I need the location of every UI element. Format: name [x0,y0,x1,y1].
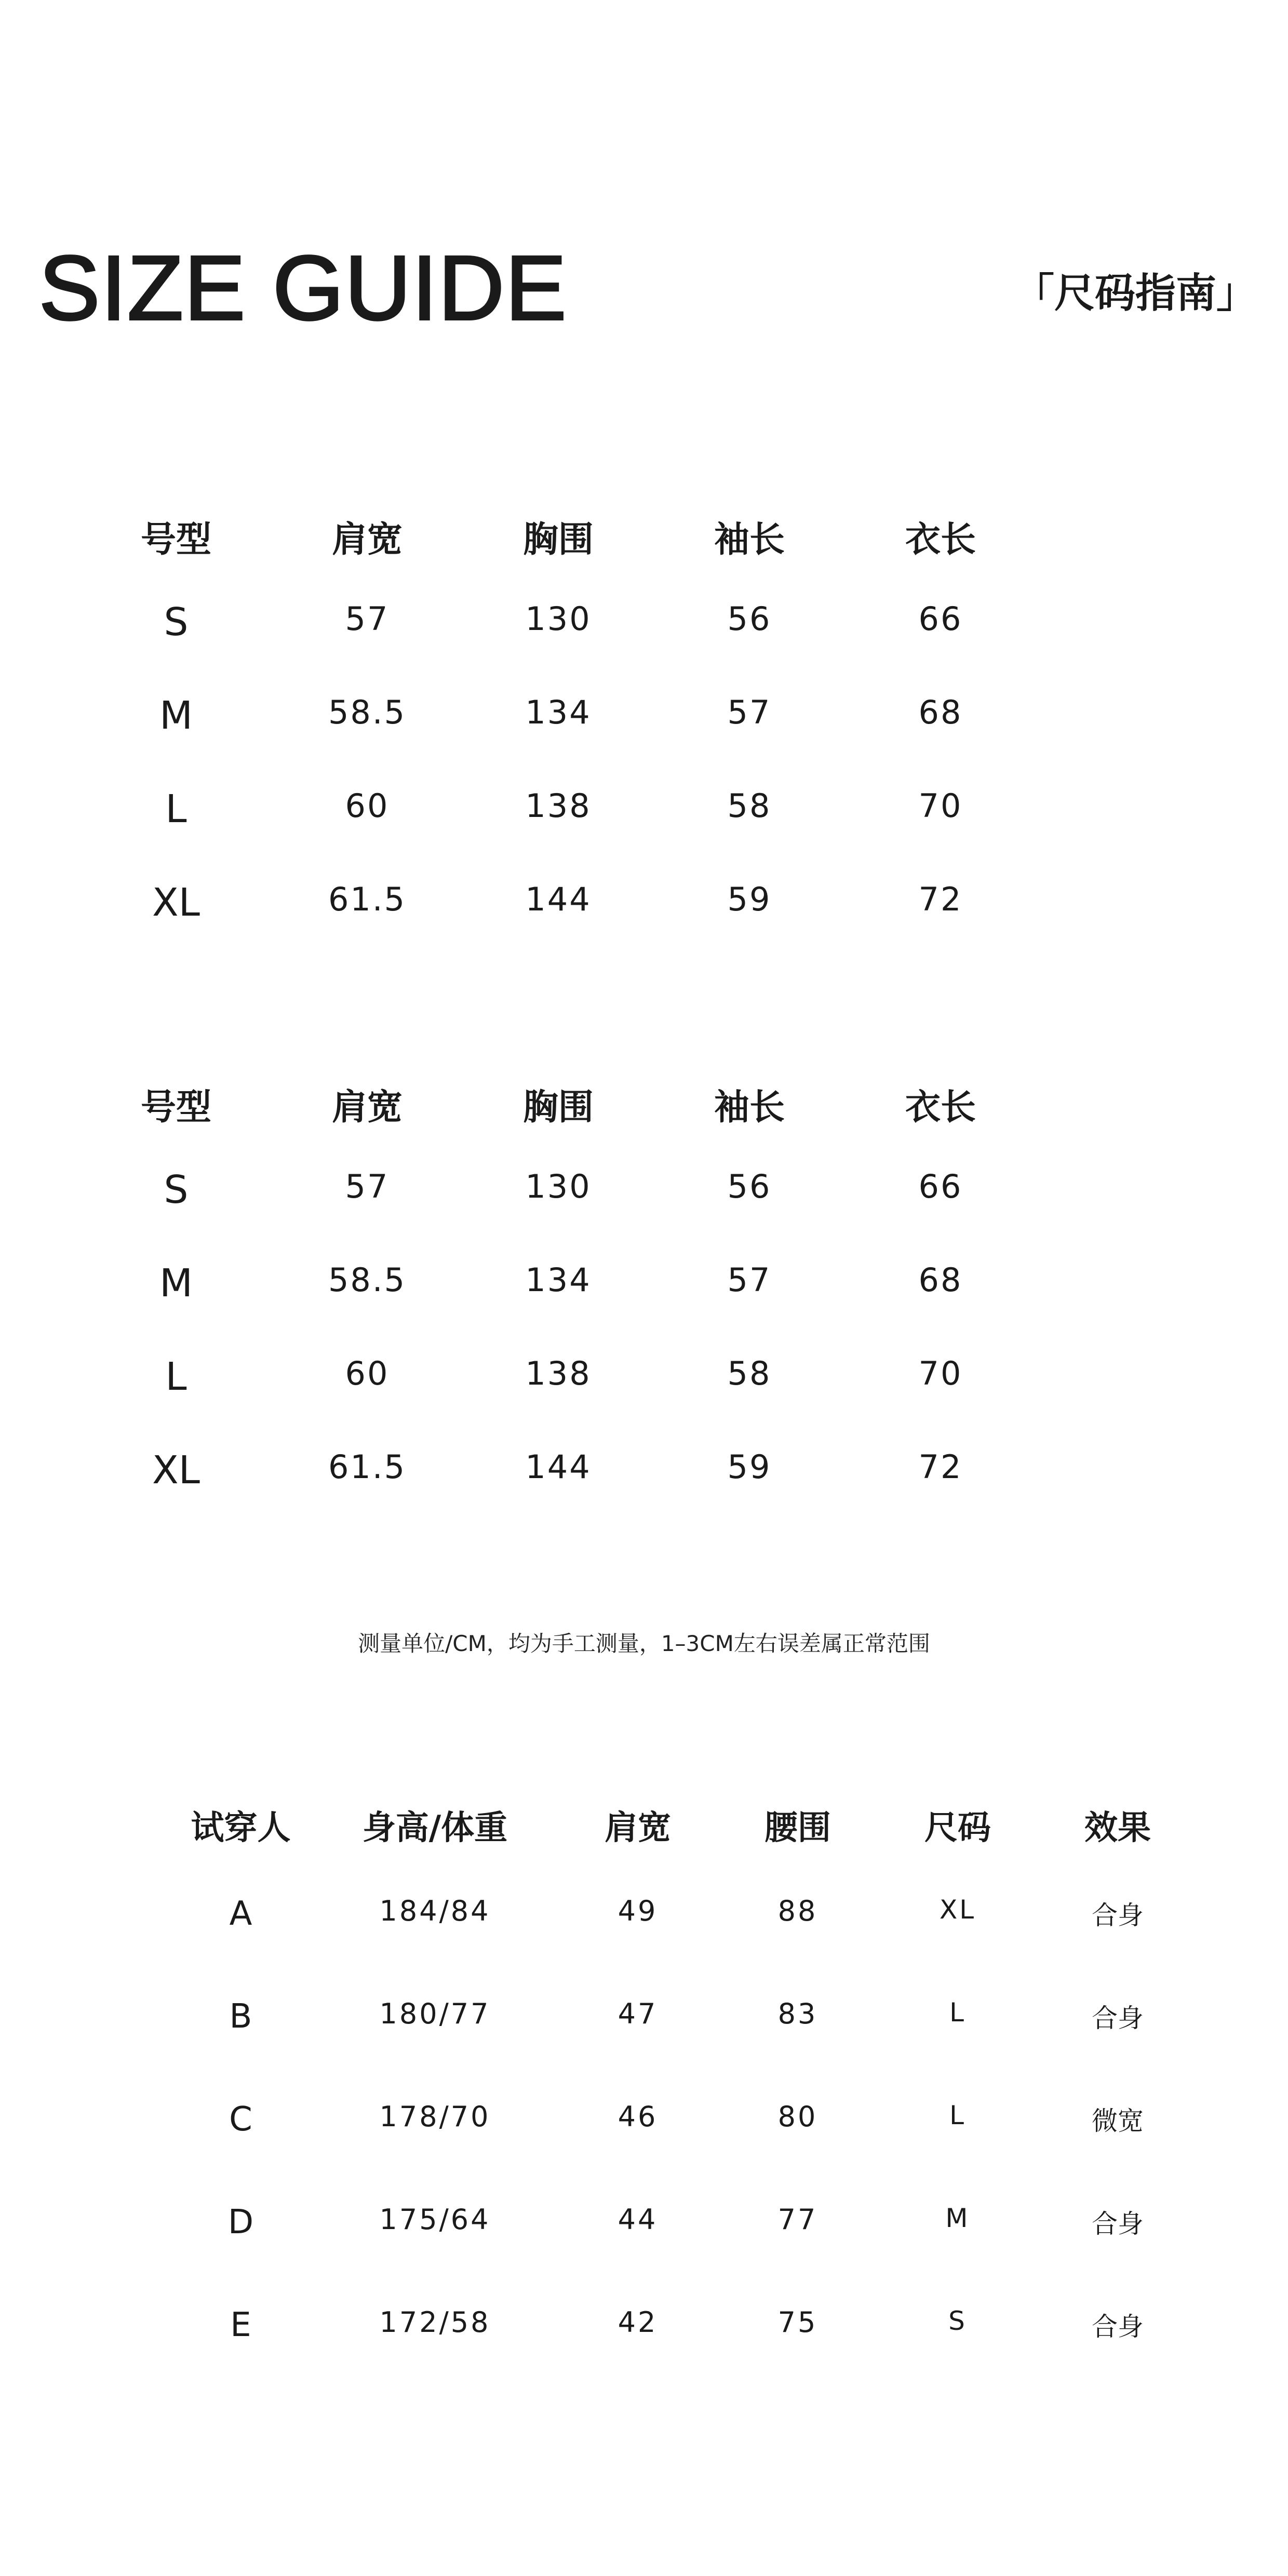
waist-cell: 83 [777,1997,818,2030]
shoulder-cell: 58.5 [328,1261,407,1299]
tester-cell: C [229,2100,252,2139]
page-subtitle: 「尺码指南」 [1013,270,1257,317]
size-table [81,512,1036,974]
table-header-row [164,1801,1192,1895]
size-cell: XL [152,880,200,925]
size-cell: M [945,2203,970,2233]
column-header-effect: 效果 [1084,1809,1151,1847]
sleeve-cell: 56 [727,600,772,638]
table-row [164,2100,1192,2203]
chest-cell: 138 [525,787,592,825]
shoulder-cell: 44 [618,2203,658,2236]
shoulder-cell: 57 [345,600,390,638]
column-header-waist: 腰围 [764,1809,831,1847]
length-cell: 72 [918,880,963,918]
shoulder-cell: 57 [345,1168,390,1205]
sleeve-cell: 56 [727,1168,772,1205]
column-header-sleeve: 袖长 [714,519,785,560]
length-cell: 70 [918,1354,963,1392]
measurement-note: 测量单位/CM，均为手工测量，1–3CM左右误差属正常范围 [358,1631,930,1656]
length-cell: 68 [918,693,963,731]
size-cell: S [164,600,189,645]
column-header-shoulder: 肩宽 [605,1809,671,1847]
effect-cell: 微宽 [1092,2106,1144,2136]
table-row [164,1895,1192,1997]
waist-cell: 80 [777,2100,818,2133]
length-cell: 66 [918,1168,963,1205]
size-cell: L [949,1997,966,2028]
sleeve-cell: 58 [727,1354,772,1392]
table-row [81,693,1036,787]
sleeve-cell: 57 [727,1261,772,1299]
table-row [81,1448,1036,1541]
chest-cell: 144 [525,880,592,918]
size-cell: S [948,2306,967,2336]
sleeve-cell: 59 [727,880,772,918]
shoulder-cell: 42 [618,2306,658,2339]
length-cell: 68 [918,1261,963,1299]
tester-cell: A [229,1895,252,1933]
column-header-size: 尺码 [924,1809,991,1847]
sleeve-cell: 57 [727,693,772,731]
column-header-height-weight: 身高/体重 [362,1809,508,1847]
effect-cell: 合身 [1092,2003,1144,2033]
length-cell: 72 [918,1448,963,1486]
size-cell: S [164,1168,189,1212]
sleeve-cell: 58 [727,787,772,825]
chest-cell: 134 [525,1261,592,1299]
height-weight-cell: 178/70 [379,2100,491,2133]
size-cell: M [159,1261,193,1306]
size-table [81,1079,1036,1541]
chest-cell: 130 [525,600,592,638]
tester-cell: E [230,2306,251,2344]
column-header-chest: 胸围 [522,519,594,560]
height-weight-cell: 172/58 [379,2306,491,2339]
height-weight-cell: 184/84 [379,1895,491,1927]
table-row [81,787,1036,880]
tester-cell: D [227,2203,254,2242]
column-header-length: 衣长 [905,1087,976,1128]
shoulder-cell: 61.5 [328,1448,407,1486]
fitting-table [164,1801,1192,2409]
effect-cell: 合身 [1092,1900,1144,1930]
size-cell: L [165,787,187,831]
table-row [81,1354,1036,1448]
shoulder-cell: 60 [345,787,390,825]
size-cell: L [949,2100,966,2130]
table-row [81,600,1036,693]
shoulder-cell: 60 [345,1354,390,1392]
table-header-row [81,1079,1036,1168]
height-weight-cell: 180/77 [379,1997,491,2030]
column-header-tester: 试穿人 [191,1809,291,1847]
length-cell: 66 [918,600,963,638]
shoulder-cell: 61.5 [328,880,407,918]
table-row [81,880,1036,974]
table-row [81,1168,1036,1261]
page-title: SIZE GUIDE [39,237,568,339]
table-row [164,1997,1192,2100]
column-header-shoulder: 肩宽 [331,519,403,560]
column-header-size: 号型 [140,519,211,560]
column-header-chest: 胸围 [522,1087,594,1128]
waist-cell: 75 [777,2306,818,2339]
chest-cell: 134 [525,693,592,731]
waist-cell: 88 [777,1895,818,1927]
size-cell: XL [152,1448,200,1493]
waist-cell: 77 [777,2203,818,2236]
chest-cell: 144 [525,1448,592,1486]
column-header-sleeve: 袖长 [714,1087,785,1128]
size-cell: L [165,1354,187,1399]
column-header-size: 号型 [140,1087,211,1128]
height-weight-cell: 175/64 [379,2203,491,2236]
chest-cell: 130 [525,1168,592,1205]
sleeve-cell: 59 [727,1448,772,1486]
shoulder-cell: 46 [618,2100,658,2133]
length-cell: 70 [918,787,963,825]
effect-cell: 合身 [1092,2209,1144,2239]
table-row [81,1261,1036,1354]
table-row [164,2306,1192,2409]
effect-cell: 合身 [1092,2312,1144,2342]
chest-cell: 138 [525,1354,592,1392]
shoulder-cell: 49 [618,1895,658,1927]
tester-cell: B [229,1997,252,2036]
shoulder-cell: 47 [618,1997,658,2030]
size-cell: M [159,693,193,738]
size-cell: XL [939,1895,976,1925]
column-header-length: 衣长 [905,519,976,560]
column-header-shoulder: 肩宽 [331,1087,403,1128]
table-header-row [81,512,1036,600]
table-row [164,2203,1192,2306]
shoulder-cell: 58.5 [328,693,407,731]
